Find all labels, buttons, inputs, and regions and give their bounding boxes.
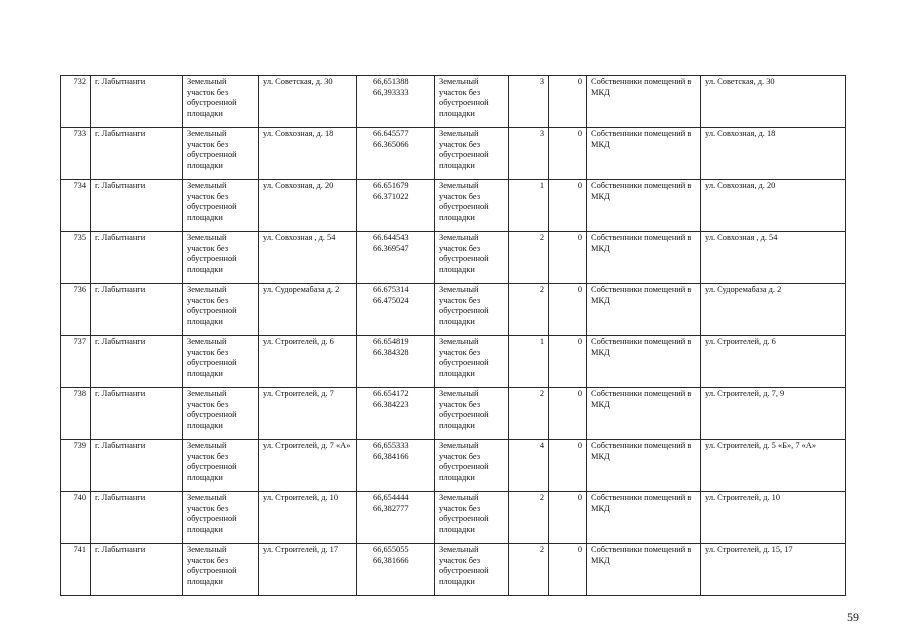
latitude-text: 66,651388 <box>373 77 409 86</box>
latitude-text: 66,654444 <box>373 493 409 502</box>
cell-city <box>91 492 183 544</box>
cell-planned <box>549 544 587 596</box>
served-objects-text: ул. Совхозная, д. 18 <box>705 129 776 138</box>
row-number: 738 <box>73 389 86 398</box>
cell-coordinates <box>357 492 435 544</box>
cell-city <box>91 76 183 128</box>
city-text: г. Лабытнанги <box>95 337 146 346</box>
object-type-text: Земельный участок без обустроенной площадки <box>187 389 237 430</box>
cell-surface <box>435 180 509 232</box>
cell-containers <box>509 180 549 232</box>
served-objects-text: ул. Строителей, д. 15, 17 <box>705 545 793 554</box>
planned-count: 0 <box>577 181 582 190</box>
surface-text: Земельный участок без обустроенной площадки <box>439 337 489 378</box>
city-text: г. Лабытнанги <box>95 181 146 190</box>
cell-object-type <box>183 284 259 336</box>
containers-count: 2 <box>539 545 544 554</box>
cell-served <box>701 336 846 388</box>
cell-surface <box>435 544 509 596</box>
planned-count: 0 <box>577 389 582 398</box>
containers-count: 2 <box>539 233 544 242</box>
table-row <box>61 232 846 284</box>
longitude-text: 66.371022 <box>373 191 409 201</box>
longitude-text: 66.384328 <box>373 347 409 357</box>
cell-object-type <box>183 180 259 232</box>
page-number: 59 <box>847 610 859 624</box>
row-number: 732 <box>73 77 86 86</box>
cell-served <box>701 128 846 180</box>
cell-containers <box>509 76 549 128</box>
cell-served <box>701 284 846 336</box>
cell-owner <box>587 388 701 440</box>
cell-containers <box>509 544 549 596</box>
cell-owner <box>587 180 701 232</box>
owner-text: Собственники помещений в МКД <box>591 181 692 201</box>
cell-address <box>259 336 357 388</box>
cell-surface <box>435 492 509 544</box>
cell-object-type <box>183 76 259 128</box>
cell-containers <box>509 492 549 544</box>
owner-text: Собственники помещений в МКД <box>591 493 692 513</box>
cell-address <box>259 388 357 440</box>
containers-count: 3 <box>539 129 544 138</box>
cell-surface <box>435 232 509 284</box>
served-objects-text: ул. Строителей, д. 6 <box>705 337 776 346</box>
object-type-text: Земельный участок без обустроенной площадки <box>187 285 237 326</box>
longitude-text: 66,393333 <box>373 87 409 97</box>
longitude-text: 66.365066 <box>373 139 409 149</box>
served-objects-text: ул. Строителей, д. 10 <box>705 493 781 502</box>
cell-planned <box>549 284 587 336</box>
containers-count: 2 <box>539 389 544 398</box>
cell-city <box>91 128 183 180</box>
table-row <box>61 180 846 232</box>
cell-containers <box>509 336 549 388</box>
served-objects-text: ул. Совхозная , д. 54 <box>705 233 778 242</box>
city-text: г. Лабытнанги <box>95 285 146 294</box>
table-row <box>61 492 846 544</box>
address-text: ул. Советская, д. 30 <box>263 77 333 86</box>
cell-owner <box>587 544 701 596</box>
address-text: ул. Совхозная, д. 18 <box>263 129 334 138</box>
containers-count: 2 <box>539 285 544 294</box>
longitude-text: 66,384166 <box>373 451 409 461</box>
cell-surface <box>435 128 509 180</box>
table-row <box>61 284 846 336</box>
cell-address <box>259 76 357 128</box>
cell-city <box>91 388 183 440</box>
city-text: г. Лабытнанги <box>95 441 146 450</box>
cell-number <box>61 544 91 596</box>
cell-number <box>61 336 91 388</box>
cell-address <box>259 180 357 232</box>
surface-text: Земельный участок без обустроенной площадки <box>439 545 489 586</box>
cell-containers <box>509 128 549 180</box>
cell-surface <box>435 388 509 440</box>
cell-city <box>91 284 183 336</box>
cell-number <box>61 492 91 544</box>
cell-coordinates <box>357 336 435 388</box>
cell-object-type <box>183 388 259 440</box>
owner-text: Собственники помещений в МКД <box>591 285 692 305</box>
served-objects-text: ул. Судоремабаза д. 2 <box>705 285 782 294</box>
latitude-text: 66.651679 <box>373 181 409 190</box>
longitude-text: 66.475024 <box>373 295 409 305</box>
owner-text: Собственники помещений в МКД <box>591 441 692 461</box>
planned-count: 0 <box>577 77 582 86</box>
address-text: ул. Судоремабаза д. 2 <box>263 285 340 294</box>
surface-text: Земельный участок без обустроенной площадки <box>439 129 489 170</box>
cell-containers <box>509 388 549 440</box>
longitude-text: 66,382777 <box>373 503 409 513</box>
cell-coordinates <box>357 544 435 596</box>
latitude-text: 66.654172 <box>373 389 409 398</box>
owner-text: Собственники помещений в МКД <box>591 233 692 253</box>
served-objects-text: ул. Строителей, д. 5 «Б», 7 «А» <box>705 441 817 450</box>
cell-served <box>701 492 846 544</box>
cell-surface <box>435 440 509 492</box>
longitude-text: 66.369547 <box>373 243 409 253</box>
cell-city <box>91 232 183 284</box>
address-text: ул. Строителей, д. 7 <box>263 389 334 398</box>
object-type-text: Земельный участок без обустроенной площадки <box>187 129 237 170</box>
cell-address <box>259 544 357 596</box>
containers-count: 4 <box>539 441 544 450</box>
table-row <box>61 544 846 596</box>
cell-containers <box>509 232 549 284</box>
latitude-text: 66.644543 <box>373 233 409 242</box>
row-number: 740 <box>73 493 86 502</box>
planned-count: 0 <box>577 493 582 502</box>
cell-object-type <box>183 336 259 388</box>
planned-count: 0 <box>577 441 582 450</box>
table-row <box>61 388 846 440</box>
cell-served <box>701 180 846 232</box>
cell-number <box>61 388 91 440</box>
row-number: 741 <box>73 545 86 554</box>
cell-coordinates <box>357 128 435 180</box>
cell-coordinates <box>357 440 435 492</box>
cell-owner <box>587 284 701 336</box>
cell-surface <box>435 336 509 388</box>
row-number: 734 <box>73 181 86 190</box>
cell-object-type <box>183 128 259 180</box>
cell-containers <box>509 284 549 336</box>
cell-surface <box>435 284 509 336</box>
object-type-text: Земельный участок без обустроенной площадки <box>187 337 237 378</box>
containers-count: 2 <box>539 493 544 502</box>
object-type-text: Земельный участок без обустроенной площадки <box>187 441 237 482</box>
longitude-text: 66,381666 <box>373 555 409 565</box>
cell-number <box>61 180 91 232</box>
row-number: 733 <box>73 129 86 138</box>
latitude-text: 66.654819 <box>373 337 409 346</box>
address-text: ул. Строителей, д. 7 «А» <box>263 441 351 450</box>
cell-served <box>701 544 846 596</box>
row-number: 737 <box>73 337 86 346</box>
latitude-text: 66.675314 <box>373 285 409 294</box>
containers-count: 3 <box>539 77 544 86</box>
planned-count: 0 <box>577 129 582 138</box>
cell-coordinates <box>357 180 435 232</box>
row-number: 736 <box>73 285 86 294</box>
address-text: ул. Строителей, д. 17 <box>263 545 339 554</box>
owner-text: Собственники помещений в МКД <box>591 545 692 565</box>
cell-address <box>259 492 357 544</box>
registry-rows <box>61 76 846 596</box>
served-objects-text: ул. Совхозная, д. 20 <box>705 181 776 190</box>
city-text: г. Лабытнанги <box>95 389 146 398</box>
cell-owner <box>587 232 701 284</box>
cell-served <box>701 440 846 492</box>
cell-city <box>91 544 183 596</box>
city-text: г. Лабытнанги <box>95 233 146 242</box>
cell-coordinates <box>357 388 435 440</box>
city-text: г. Лабытнанги <box>95 545 146 554</box>
surface-text: Земельный участок без обустроенной площадки <box>439 77 489 118</box>
row-number: 735 <box>73 233 86 242</box>
cell-planned <box>549 492 587 544</box>
cell-number <box>61 128 91 180</box>
containers-count: 1 <box>539 181 544 190</box>
served-objects-text: ул. Строителей, д. 7, 9 <box>705 389 785 398</box>
address-text: ул. Совхозная, д. 20 <box>263 181 334 190</box>
owner-text: Собственники помещений в МКД <box>591 389 692 409</box>
cell-owner <box>587 336 701 388</box>
cell-served <box>701 388 846 440</box>
cell-planned <box>549 336 587 388</box>
owner-text: Собственники помещений в МКД <box>591 77 692 97</box>
table-row <box>61 336 846 388</box>
surface-text: Земельный участок без обустроенной площадки <box>439 389 489 430</box>
cell-city <box>91 440 183 492</box>
address-text: ул. Строителей, д. 10 <box>263 493 339 502</box>
cell-number <box>61 440 91 492</box>
cell-address <box>259 128 357 180</box>
cell-owner <box>587 492 701 544</box>
latitude-text: 66,655333 <box>373 441 409 450</box>
cell-address <box>259 440 357 492</box>
cell-number <box>61 76 91 128</box>
registry-table <box>60 75 846 596</box>
cell-owner <box>587 440 701 492</box>
owner-text: Собственники помещений в МКД <box>591 129 692 149</box>
cell-city <box>91 180 183 232</box>
surface-text: Земельный участок без обустроенной площадки <box>439 441 489 482</box>
city-text: г. Лабытнанги <box>95 129 146 138</box>
cell-object-type <box>183 440 259 492</box>
table-row <box>61 128 846 180</box>
cell-address <box>259 284 357 336</box>
object-type-text: Земельный участок без обустроенной площадки <box>187 233 237 274</box>
object-type-text: Земельный участок без обустроенной площадки <box>187 181 237 222</box>
cell-object-type <box>183 544 259 596</box>
city-text: г. Лабытнанги <box>95 77 146 86</box>
cell-surface <box>435 76 509 128</box>
surface-text: Земельный участок без обустроенной площадки <box>439 285 489 326</box>
cell-coordinates <box>357 76 435 128</box>
cell-served <box>701 76 846 128</box>
cell-planned <box>549 180 587 232</box>
city-text: г. Лабытнанги <box>95 493 146 502</box>
cell-planned <box>549 76 587 128</box>
cell-planned <box>549 440 587 492</box>
longitude-text: 66.384223 <box>373 399 409 409</box>
cell-planned <box>549 388 587 440</box>
cell-address <box>259 232 357 284</box>
planned-count: 0 <box>577 233 582 242</box>
planned-count: 0 <box>577 337 582 346</box>
containers-count: 1 <box>539 337 544 346</box>
owner-text: Собственники помещений в МКД <box>591 337 692 357</box>
cell-number <box>61 232 91 284</box>
object-type-text: Земельный участок без обустроенной площадки <box>187 545 237 586</box>
address-text: ул. Совхозная , д. 54 <box>263 233 336 242</box>
latitude-text: 66,655055 <box>373 545 409 554</box>
object-type-text: Земельный участок без обустроенной площадки <box>187 493 237 534</box>
table-row <box>61 440 846 492</box>
cell-owner <box>587 76 701 128</box>
planned-count: 0 <box>577 285 582 294</box>
surface-text: Земельный участок без обустроенной площадки <box>439 181 489 222</box>
cell-planned <box>549 128 587 180</box>
cell-containers <box>509 440 549 492</box>
cell-served <box>701 232 846 284</box>
served-objects-text: ул. Советская, д. 30 <box>705 77 775 86</box>
cell-coordinates <box>357 232 435 284</box>
cell-object-type <box>183 232 259 284</box>
latitude-text: 66.645577 <box>373 129 409 138</box>
cell-object-type <box>183 492 259 544</box>
surface-text: Земельный участок без обустроенной площадки <box>439 233 489 274</box>
cell-number <box>61 284 91 336</box>
address-text: ул. Строителей, д. 6 <box>263 337 334 346</box>
cell-owner <box>587 128 701 180</box>
cell-planned <box>549 232 587 284</box>
object-type-text: Земельный участок без обустроенной площадки <box>187 77 237 118</box>
planned-count: 0 <box>577 545 582 554</box>
surface-text: Земельный участок без обустроенной площадки <box>439 493 489 534</box>
row-number: 739 <box>73 441 86 450</box>
cell-coordinates <box>357 284 435 336</box>
cell-city <box>91 336 183 388</box>
table-row <box>61 76 846 128</box>
